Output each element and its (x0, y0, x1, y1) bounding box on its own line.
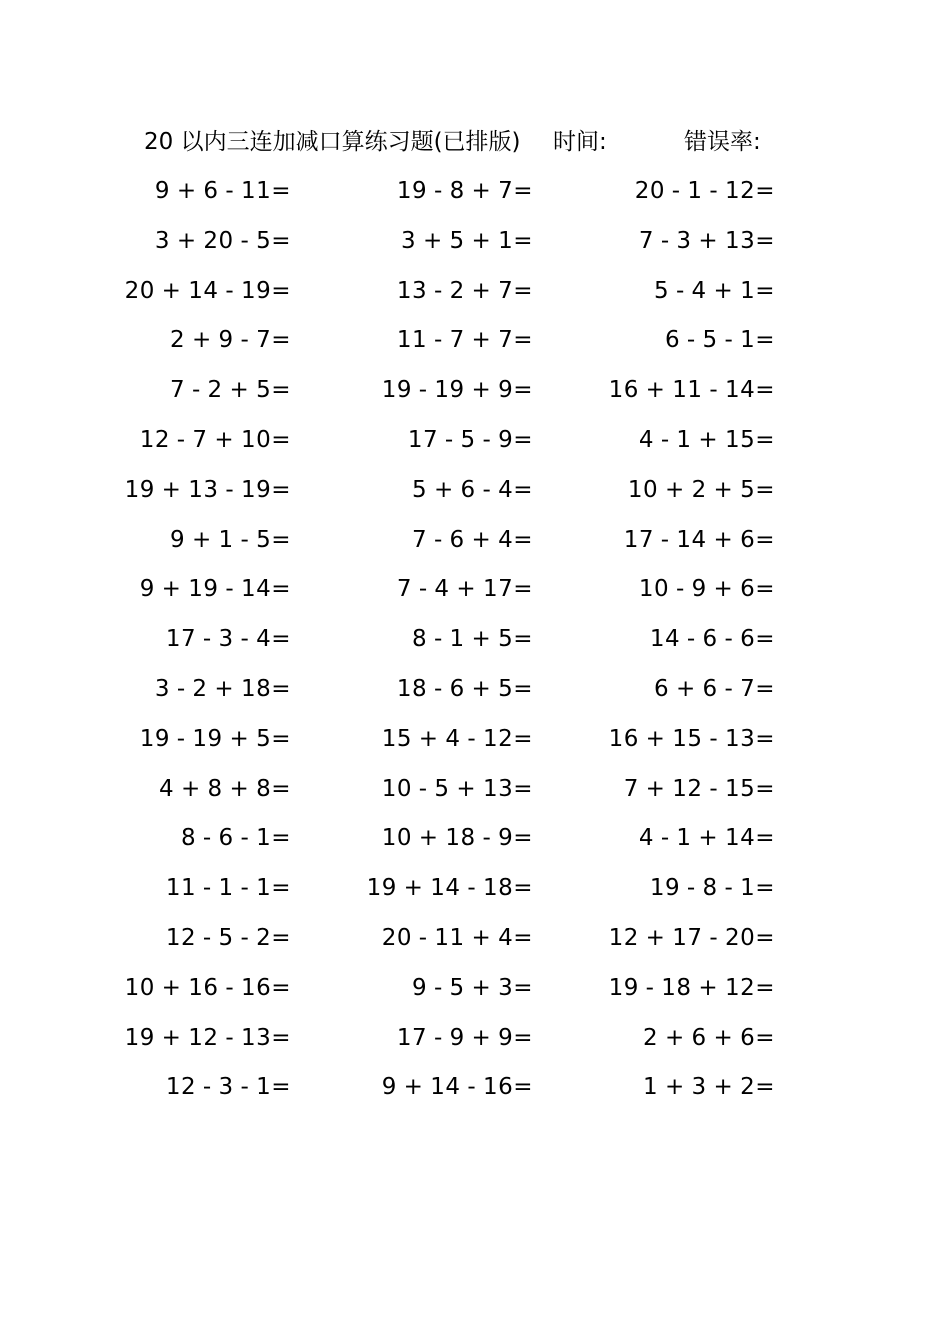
math-problem: 7 - 3 + 13= (638, 227, 775, 254)
problem-row (0, 866, 950, 916)
math-problem: 2 + 6 + 6= (643, 1024, 775, 1051)
problem-grid (0, 169, 950, 1115)
math-problem: 17 - 14 + 6= (623, 526, 775, 553)
problem-row (0, 667, 950, 717)
math-problem: 5 - 4 + 1= (654, 277, 775, 304)
math-problem: 1 + 3 + 2= (643, 1074, 775, 1101)
math-problem: 8 - 1 + 5= (412, 626, 533, 653)
math-problem: 9 + 6 - 11= (154, 178, 291, 204)
problem-row (0, 169, 950, 219)
math-problem: 6 + 6 - 7= (654, 675, 775, 702)
math-problem: 19 - 19 + 5= (139, 725, 291, 752)
time-label: 时间: (553, 129, 607, 155)
math-problem: 9 + 19 - 14= (139, 576, 291, 603)
math-problem: 4 - 1 + 14= (638, 825, 775, 852)
problem-row (0, 567, 950, 617)
problem-row (0, 219, 950, 269)
worksheet-title: 20 以内三连加减口算练习题(已排版) (144, 129, 521, 155)
problem-row (0, 1016, 950, 1066)
math-problem: 16 + 15 - 13= (608, 725, 775, 752)
problem-row (0, 966, 950, 1016)
math-problem: 13 - 2 + 7= (396, 277, 533, 304)
math-problem: 3 - 2 + 18= (154, 675, 291, 702)
math-problem: 11 - 7 + 7= (396, 327, 533, 354)
problem-row (0, 518, 950, 568)
problem-row (0, 269, 950, 319)
math-problem: 11 - 1 - 1= (165, 875, 291, 902)
problem-row (0, 368, 950, 418)
math-problem: 20 - 11 + 4= (381, 924, 533, 951)
problem-row (0, 767, 950, 817)
math-problem: 4 - 1 + 15= (638, 426, 775, 453)
math-problem: 7 + 12 - 15= (623, 775, 775, 802)
problem-row (0, 418, 950, 468)
math-problem: 2 + 9 - 7= (170, 327, 291, 354)
problem-row (0, 816, 950, 866)
math-problem: 19 - 18 + 12= (608, 974, 775, 1001)
math-problem: 17 - 3 - 4= (165, 626, 291, 653)
problem-row (0, 617, 950, 667)
math-problem: 3 + 20 - 5= (154, 227, 291, 254)
math-problem: 15 + 4 - 12= (381, 725, 533, 752)
problem-row (0, 1065, 950, 1115)
math-problem: 19 - 19 + 9= (381, 377, 533, 404)
math-problem: 7 - 2 + 5= (170, 377, 291, 404)
math-problem: 20 + 14 - 19= (124, 277, 291, 304)
math-problem: 20 - 1 - 12= (634, 178, 775, 204)
math-problem: 18 - 6 + 5= (396, 675, 533, 702)
math-problem: 17 - 5 - 9= (407, 426, 533, 453)
math-problem: 3 + 5 + 1= (401, 227, 533, 254)
problem-row (0, 468, 950, 518)
error-rate-label: 错误率: (684, 129, 761, 155)
math-problem: 5 + 6 - 4= (412, 476, 533, 503)
math-problem: 12 - 5 - 2= (165, 924, 291, 951)
math-problem: 10 + 2 + 5= (627, 476, 775, 503)
math-problem: 19 - 8 - 1= (649, 875, 775, 902)
math-problem: 9 + 1 - 5= (170, 526, 291, 553)
math-problem: 9 + 14 - 16= (381, 1074, 533, 1101)
problem-row (0, 318, 950, 368)
math-problem: 19 + 12 - 13= (124, 1024, 291, 1051)
problem-row (0, 916, 950, 966)
worksheet-header (0, 124, 950, 160)
math-problem: 14 - 6 - 6= (649, 626, 775, 653)
math-problem: 6 - 5 - 1= (664, 327, 775, 354)
problem-row (0, 717, 950, 767)
math-problem: 12 - 3 - 1= (165, 1074, 291, 1101)
math-problem: 19 - 8 + 7= (396, 178, 533, 204)
math-problem: 12 + 17 - 20= (608, 924, 775, 951)
math-problem: 7 - 6 + 4= (412, 526, 533, 553)
math-problem: 8 - 6 - 1= (180, 825, 291, 852)
math-problem: 10 - 9 + 6= (638, 576, 775, 603)
math-problem: 12 - 7 + 10= (139, 426, 291, 453)
math-problem: 17 - 9 + 9= (396, 1024, 533, 1051)
math-problem: 19 + 13 - 19= (124, 476, 291, 503)
math-problem: 4 + 8 + 8= (159, 775, 291, 802)
math-problem: 10 + 18 - 9= (381, 825, 533, 852)
math-problem: 10 + 16 - 16= (124, 974, 291, 1001)
math-problem: 10 - 5 + 13= (381, 775, 533, 802)
math-problem: 9 - 5 + 3= (412, 974, 533, 1001)
math-problem: 16 + 11 - 14= (608, 377, 775, 404)
math-problem: 7 - 4 + 17= (396, 576, 533, 603)
math-problem: 19 + 14 - 18= (366, 875, 533, 902)
